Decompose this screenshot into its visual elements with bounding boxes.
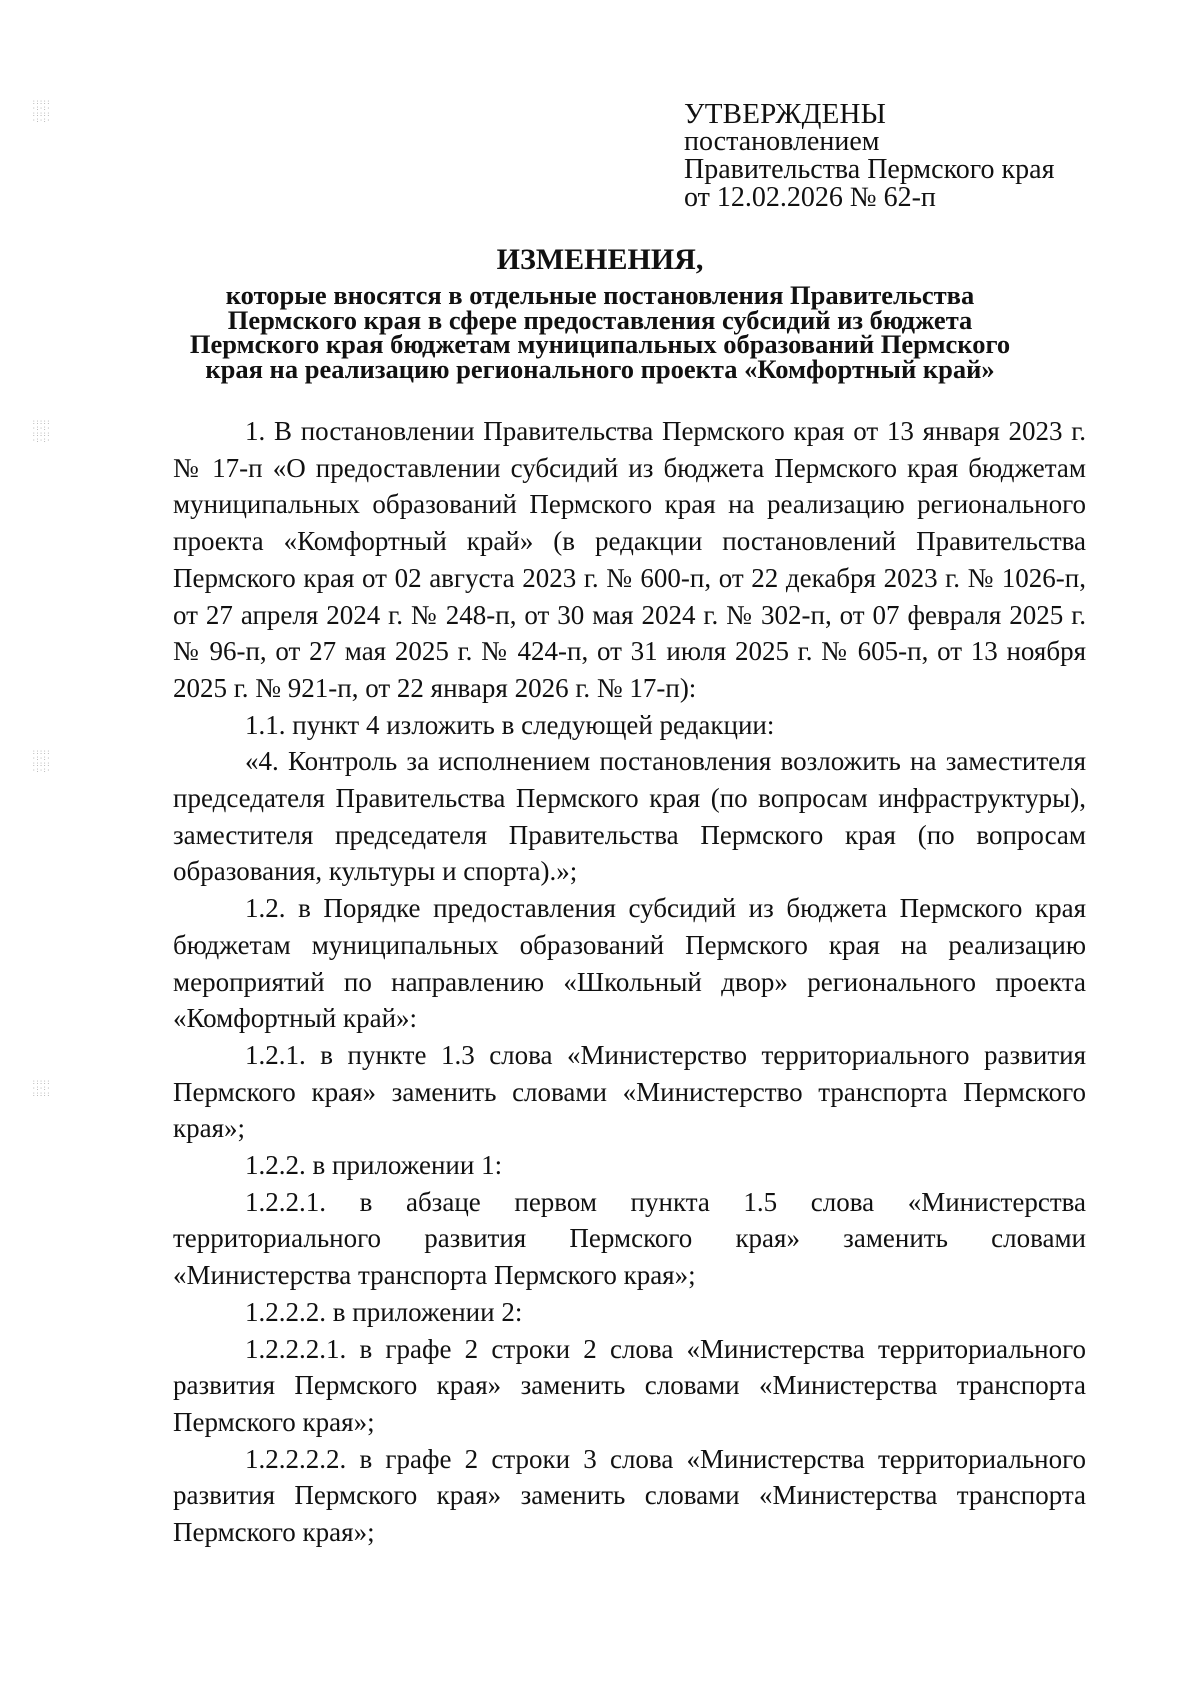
approval-stamp-line: Правительства Пермского края [684, 154, 1055, 185]
document-subtitle-line: Пермского края в сфере предоставления субсидий из бюджета [227, 304, 973, 335]
paragraph-1-2: 1.2. в Порядке предоставления субсидий из бюджета Пермского края бюджетам муниципальных образований Пермского края на реализацию мероприятий по направлению «Школьный двор» регионального проекта «Комфортный край»: [173, 893, 1086, 1034]
paragraph-1-1: 1.1. пункт 4 изложить в следующей редакции: [245, 709, 775, 740]
paragraph-1-2-2-2-2: 1.2.2.2.2. в графе 2 строки 3 слова «Министерства территориального развития Пермского края» заменить словами «Министерства транспорта Пермского края»; [173, 1443, 1086, 1548]
paragraph-1: 1. В постановлении Правительства Пермского края от 13 января 2023 г. № 17-п «О предоставлении субсидий из бюджета Пермского края бюджетам муниципальных образований Пермского края на реализацию регионального проекта «Комфортный край» (в редакции постановлений Правительства Пермского края от 02 августа 2023 г. № 600-п, от 22 декабря 2023 г. № 1026-п, от 27 апреля 2024 г. № 248-п, от 30 мая 2024 г. № 302-п, от 07 февраля 2025 г. № 96-п, от 27 мая 2025 г. № 424-п, от 31 июля 2025 г. № 605-п, от 13 ноября 2025 г. № 921-п, от 22 января 2026 г. № 17-п): [173, 416, 1086, 703]
document-body [173, 413, 1086, 1551]
document-subtitle-line: Пермского края бюджетам муниципальных образований Пермского [189, 329, 1011, 359]
document-subtitle-line: края на реализацию регионального проекта «Комфортный край» [205, 353, 995, 384]
paragraph-1-2-2-2-1: 1.2.2.2.1. в графе 2 строки 2 слова «Министерства территориального развития Пермского края» заменить словами «Министерства транспорта Пермского края»; [173, 1333, 1086, 1437]
approval-stamp [684, 100, 1104, 212]
approval-stamp-line: постановлением [684, 126, 880, 157]
approval-stamp-date: от 12.02.2026 № 62-п [684, 182, 936, 213]
scan-noise-mark: ::::: ·:·:· ::::: ·:·:· [32, 749, 51, 774]
approval-stamp-title: УТВЕРЖДЕНЫ [684, 98, 887, 130]
scan-noise-mark: ::::: ·:·:· ::::: ·:·:· [32, 99, 51, 124]
document-subtitle [150, 280, 1050, 384]
scan-noise-mark: ::::: ·:·:· ::::: [32, 1079, 51, 1098]
scan-noise-mark: ::::: ·:·:· ::::: ·:·:· [32, 419, 51, 444]
paragraph-1-2-2-2: 1.2.2.2. в приложении 2: [245, 1296, 523, 1327]
paragraph-1-2-1: 1.2.1. в пункте 1.3 слова «Министерство территориального развития Пермского края» заменить словами «Министерство транспорта Пермского края»; [173, 1039, 1086, 1144]
paragraph-quote-4: «4. Контроль за исполнением постановления возложить на заместителя председателя Правительства Пермского края (по вопросам инфраструктуры), заместителя председателя Правительства Пермского края (по вопросам образования, культуры и спорта).»; [173, 746, 1086, 887]
paragraph-1-2-2: 1.2.2. в приложении 1: [245, 1150, 503, 1181]
paragraph-1-2-2-1: 1.2.2.1. в абзаце первом пункта 1.5 слова «Министерства территориального развития Пермского края» заменить словами «Министерства транспорта Пермского края»; [173, 1186, 1086, 1291]
document-subtitle-line: которые вносятся в отдельные постановления Правительства [225, 280, 975, 310]
document-title: ИЗМЕНЕНИЯ, [496, 243, 704, 276]
